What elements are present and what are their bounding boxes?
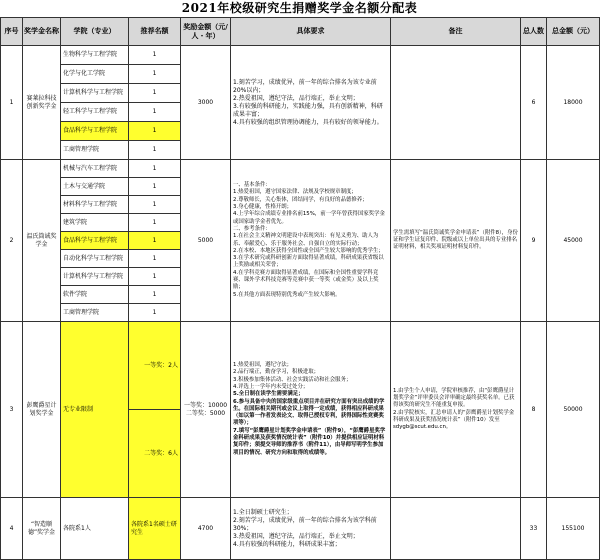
requirement-item: 1.刻苦学习，成绩优异，前一年的综合排名为该专业前20%以内；: [233, 78, 377, 94]
quota-cell: 1: [129, 214, 181, 232]
college-cell: 化学与化工学院: [61, 65, 129, 84]
amount-cell: [181, 322, 231, 498]
total-amount-cell: 18000: [547, 46, 600, 160]
header-name: 奖学金名称: [23, 18, 61, 46]
college-cell: 各院系1人: [61, 498, 129, 560]
requirements-cell: [231, 498, 391, 560]
scholarship-name: 赛莱拉科技创新奖学金: [23, 46, 61, 160]
requirement-item: 6.参与具备中央的国家级重点项目并在研究方面有突出成绩的学生。在国际相关期刊或会议上取得一定成绩，获得相应科研成果（如以第一作者发表论文、取得已授权专利，获得国际性竞赛奖项等）；: [233, 398, 385, 427]
college-cell: 轻工科学与工程学院: [61, 103, 129, 122]
requirement-item: 4.评选上一学年内未受过处分；: [233, 383, 309, 390]
requirement-item: 5.在其他方面表现特别优秀或产生较大影响。: [233, 291, 341, 298]
requirement-item: 一、基本条件：: [233, 182, 271, 189]
college-cell: 生物科学与工程学院: [61, 46, 129, 65]
requirement-item: 2.尊敬师长，关心集体，团结同学，有良好的品德修养；: [233, 196, 368, 203]
remarks-cell: [391, 46, 521, 160]
quota-cell: 1: [129, 65, 181, 84]
requirement-item: 4.在学科竞赛方面取得显著成绩，在国际和全国性重要学科竞赛、课外学术科技竞赛等竞赛中获一等奖（或金奖）及以上奖励；: [233, 269, 379, 291]
quota-cell-highlighted: 1: [129, 122, 181, 141]
requirement-item: 1.热爱祖国，遵纪守法；: [233, 362, 293, 369]
college-cell: 土木与交通学院: [61, 178, 129, 196]
requirement-item: 4.具有较强的科研能力，科研成果丰富；: [233, 540, 341, 548]
amount-second-prize: 二等奖：5000: [185, 409, 226, 417]
college-cell: 软件学院: [61, 286, 129, 304]
remarks-cell: [391, 498, 521, 560]
table-row: [1, 322, 600, 410]
requirement-item: 7.填写“彭鹰爵星计划奖学金申请表”（附件9），“彭鹰爵星奖学金科研成果及获奖情况统计表”（附件10）并提供相应证明材料复印件；须提交导师的推荐书（附件11），由导师写明学生参加项目的情况、研究方向和取得的成绩等。: [233, 427, 386, 456]
quota-cell: 1: [129, 160, 181, 178]
requirement-item: 4.上学年综合成绩专业排名前15%，前一学年曾获得国家奖学金或国家助学金者优先。: [233, 211, 385, 225]
scholarship-name: 彭鹰爵星计划奖学金: [23, 322, 61, 498]
seq-cell: 4: [1, 498, 23, 560]
scholarship-name: 温氏筒诚奖学金: [23, 160, 61, 322]
header-requirements: 具体要求: [231, 18, 391, 46]
quota-second-prize: 二等奖：6人: [129, 410, 181, 498]
amount-cell: 3000: [181, 46, 231, 160]
amount-cell: 5000: [181, 160, 231, 322]
scholarship-table: [0, 17, 600, 560]
quota-cell: 1: [129, 141, 181, 160]
page-title: 2021年校级研究生捐赠奖学金名额分配表: [181, 1, 418, 15]
quota-cell: 1: [129, 178, 181, 196]
quota-cell: 1: [129, 286, 181, 304]
total-people-cell: 33: [521, 498, 547, 560]
requirement-item: 二、参考条件：: [233, 225, 271, 232]
header-total-amount: 总金额（元）: [547, 18, 600, 46]
total-people-cell: 9: [521, 160, 547, 322]
college-cell: 机械与汽车工程学院: [61, 160, 129, 178]
requirements-cell: [231, 322, 391, 498]
table-row: [1, 498, 600, 560]
quota-cell: 1: [129, 46, 181, 65]
college-cell-highlighted: 无专业限制: [61, 322, 129, 498]
requirement-item: 1.全日制硕士研究生；: [233, 508, 293, 516]
total-amount-cell: 155100: [547, 498, 600, 560]
college-cell: 自动化科学与工程学院: [61, 250, 129, 268]
requirements-cell: [231, 46, 391, 160]
quota-cell: 1: [129, 268, 181, 286]
requirement-item: 4.具有较强的组织管理协调能力，具有较好的领导能力。: [233, 118, 383, 126]
header-seq: 序号: [1, 18, 23, 46]
header-quota: 推荐名额: [129, 18, 181, 46]
table-row: [1, 46, 600, 65]
college-cell: 建筑学院: [61, 214, 129, 232]
requirement-item: 2.在本校、本地区获得全国性或全国产生较大影响的优秀学生；: [233, 247, 384, 254]
quota-cell-highlighted: 各院系1名硕士研究生: [129, 498, 181, 560]
seq-cell: 2: [1, 160, 23, 322]
seq-cell: 1: [1, 46, 23, 160]
requirement-item: 3.热爱祖国，遵纪守法，品行端正，举止文明；: [233, 532, 359, 540]
requirement-item: 2.热爱祖国，遵纪守法，品行端正，举止文明；: [233, 94, 359, 102]
college-cell: 计算机科学与工程学院: [61, 268, 129, 286]
college-cell-highlighted: 食品科学与工程学院: [61, 122, 129, 141]
college-cell-highlighted: 食品科学与工程学院: [61, 232, 129, 250]
requirements-cell: [231, 160, 391, 322]
college-cell: 工商管理学院: [61, 304, 129, 322]
total-people-cell: 6: [521, 46, 547, 160]
header-remarks: 备注: [391, 18, 521, 46]
total-amount-cell: 50000: [547, 322, 600, 498]
header-amount: 奖励金额（元/人・年）: [181, 18, 231, 46]
quota-cell: 1: [129, 84, 181, 103]
scholarship-name: “智造顺德”奖学金: [23, 498, 61, 560]
quota-cell: 1: [129, 196, 181, 214]
quota-cell: 1: [129, 250, 181, 268]
header-total-people: 总人数: [521, 18, 547, 46]
requirement-item: 2.刻苦学习，成绩优异，前一年的综合排名为该学科前30%；: [233, 516, 377, 532]
quota-cell: 1: [129, 304, 181, 322]
remarks-cell: 1.由学生个人申请，学院审核推荐，由“彭鹰爵星计划奖学金”评审委员会评审确定最终获奖名单。已获得该奖的研究生不能重复申报。 2.由学院核实，汇总申请人的“彭鹰爵星计划奖学金科研成果及获奖情况统计表”（附件10）发至sdygb@scut.edu.cn。: [391, 322, 521, 498]
college-cell: 材料科学与工程学院: [61, 196, 129, 214]
college-cell: 工商管理学院: [61, 141, 129, 160]
requirement-item: 3.身心健康，性格开朗；: [233, 204, 293, 211]
total-people-cell: 8: [521, 322, 547, 498]
header-row: [1, 18, 600, 46]
amount-cell: 4700: [181, 498, 231, 560]
total-amount-cell: 45000: [547, 160, 600, 322]
requirement-item: 3.有较强的科研能力，实践能力强，具有创新精神，科研成果丰富；: [233, 102, 383, 118]
table-row: [1, 160, 600, 178]
requirement-item: 3.积极参加集体活动、社会实践活动和社会服务；: [233, 376, 352, 383]
quota-cell-highlighted: 1: [129, 232, 181, 250]
requirement-item: 2.品行端正，勤奋学习，积极进取；: [233, 369, 320, 376]
requirement-item: 5.全日制在读学生需要满足；: [233, 391, 304, 398]
quota-first-prize: 一等奖：2人: [129, 322, 181, 410]
header-college: 学院（专业）: [61, 18, 129, 46]
requirement-item: 1.热爱祖国，遵守国家法律、法规及学校规章制度；: [233, 189, 357, 196]
remarks-cell: 学生需填写“温氏筒诚奖学金申请表”（附件8），身份证和学生证复印件、院级或以上单位出具的专业排名证明材料，相关奖项证明材料复印件。: [391, 160, 521, 322]
college-cell: 计算机科学与工程学院: [61, 84, 129, 103]
requirement-item: 1.在社会主义精神文明建设中表现突出：有见义勇为、助人为乐、奉献爱心、乐于服务社会、自强自立的实际行动；: [233, 233, 379, 247]
amount-first-prize: 一等奖：10000: [183, 401, 228, 409]
quota-cell: 1: [129, 103, 181, 122]
seq-cell: 3: [1, 322, 23, 498]
requirement-item: 3.在学术研究或科研创新方面取得显著成绩，科研成果获省级以上奖励或相关荣誉；: [233, 255, 384, 269]
